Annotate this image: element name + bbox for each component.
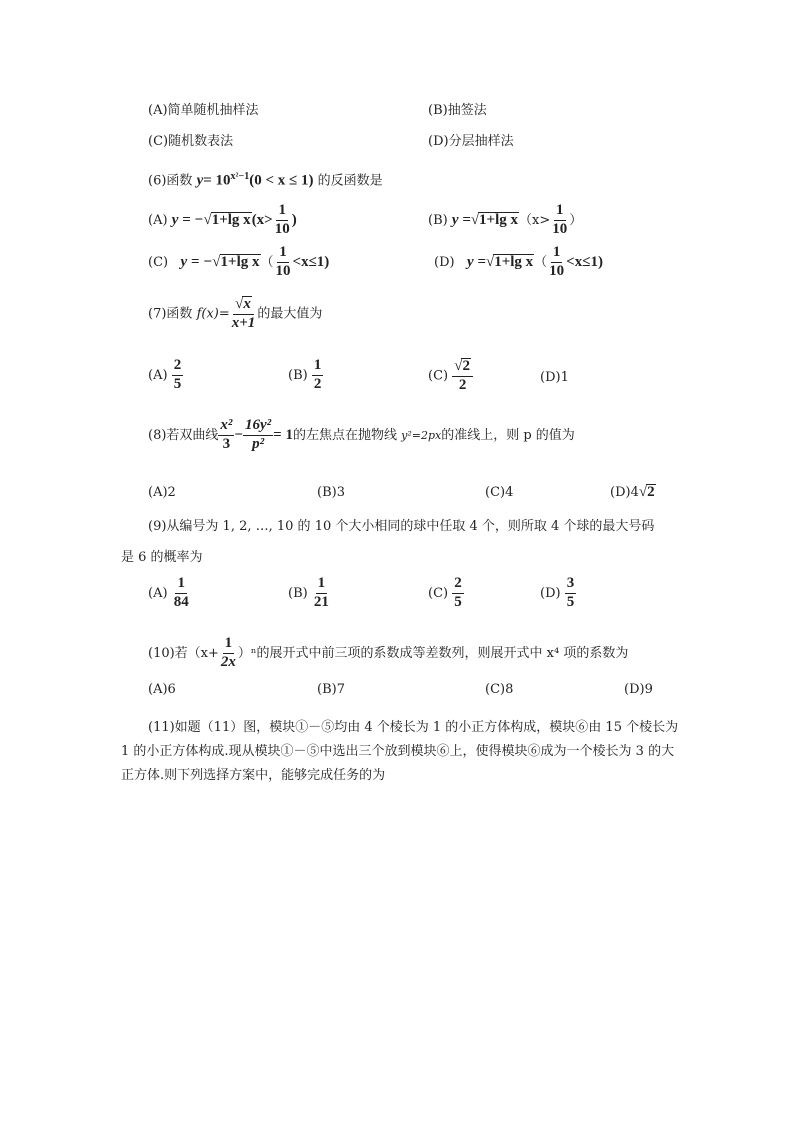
q10-prefix: (10)若（x+ — [148, 645, 219, 661]
q9-line-2: 是 6 的概率为 — [121, 550, 203, 565]
q8-eq: = 1 — [273, 426, 293, 443]
sqrt-radical-icon: √ — [485, 253, 495, 270]
sqrt-radical-icon: √ — [638, 484, 648, 500]
q10-option-c: (C)8 — [485, 682, 514, 697]
q6-exponent: x²−1 — [230, 171, 250, 182]
q9-option-c-fraction — [452, 576, 464, 611]
q6-option-b-label: (B) — [428, 212, 448, 228]
q10-stem — [148, 636, 628, 671]
q5-option-b: (B)抽签法 — [428, 103, 487, 118]
q9-option-d-fraction — [565, 576, 577, 611]
q7-option-a — [148, 358, 183, 393]
q7-option-b-fraction — [312, 358, 324, 393]
q5-option-c: (C)随机数表法 — [148, 134, 234, 149]
q7-stem — [148, 296, 322, 332]
q6-option-c-expr: y = − — [180, 253, 213, 270]
q5-option-a: (A)简单随机抽样法 — [148, 103, 259, 118]
q10-fraction — [219, 636, 238, 671]
q9-line-1: (9)从编号为 1, 2, …, 10 的 10 个大小相同的球中任取 4 个，则所取 4 个球的最大号码 — [148, 519, 655, 534]
q7-option-b-den: 2 — [313, 375, 322, 392]
q9-option-b-den: 21 — [313, 593, 329, 610]
q6-option-c-den: 10 — [275, 262, 291, 279]
q9-option-d-den: 5 — [566, 593, 575, 610]
q6-option-d-num: 1 — [551, 245, 563, 263]
q6-option-a-num: 1 — [276, 203, 288, 221]
q8-option-b: (B)3 — [317, 485, 345, 500]
q8-option-a: (A)2 — [148, 485, 176, 500]
q9-option-b-num: 1 — [316, 576, 328, 594]
q6-option-a-expr: y = − — [171, 211, 204, 228]
q7-prefix: (7)函数 — [148, 306, 193, 322]
q7-option-c-label: (C) — [428, 368, 449, 384]
q6-prefix: (6)函数 — [148, 173, 193, 189]
q6-option-d-label: (D) — [434, 254, 455, 270]
q6-option-a-radicand: 1+lg x — [211, 211, 251, 228]
q7-num: x — [243, 296, 251, 312]
q8-option-c: (C)4 — [485, 485, 514, 500]
q9-option-c — [428, 576, 464, 611]
q8-frac2-num: 16y² — [243, 418, 273, 436]
q7-option-a-den: 5 — [173, 375, 182, 392]
q6-option-c-num: 1 — [277, 245, 289, 263]
q10-option-b: (B)7 — [317, 682, 345, 697]
q6-func-eq: = 10 — [203, 172, 231, 189]
q8-suffix: 的准线上，则 p 的值为 — [441, 427, 575, 443]
q6-func-y: y — [196, 172, 204, 189]
q9-option-b — [288, 576, 331, 611]
q6-option-b — [428, 203, 582, 238]
q6-option-d-radicand: 1+lg x — [494, 253, 534, 270]
q7-option-c-num: 2 — [462, 358, 470, 374]
q6-option-d-cond: （ — [534, 254, 548, 270]
q8-fraction-1 — [218, 418, 234, 453]
q8-option-d — [610, 484, 656, 500]
q9-option-b-label: (B) — [288, 585, 308, 601]
q6-suffix: 的反函数是 — [317, 173, 383, 189]
q8-frac1-num: x² — [218, 418, 234, 436]
q5-option-d: (D)分层抽样法 — [428, 134, 514, 149]
q6-option-a-cond: (x> — [251, 211, 273, 228]
q9-option-a-label: (A) — [148, 585, 168, 601]
q7-option-a-label: (A) — [148, 367, 168, 383]
q10-den: 2x — [220, 653, 236, 670]
q6-option-a-label: (A) — [148, 212, 168, 228]
q10-suffix: 的展开式中前三项的系数成等差数列，则展开式中 x⁴ 项的系数为 — [256, 645, 629, 661]
q7-option-b-num: 1 — [312, 358, 324, 376]
sqrt-radical-icon: √ — [212, 253, 221, 270]
q6-option-a-den: 10 — [274, 220, 290, 237]
q6-option-c-tail: <x≤1) — [292, 253, 330, 270]
q6-option-b-expr: y = — [451, 211, 471, 228]
q9-option-c-num: 2 — [452, 576, 464, 594]
q6-option-c — [148, 245, 329, 280]
q10-option-d: (D)9 — [624, 682, 653, 697]
q7-option-b — [288, 358, 323, 393]
q6-option-a — [148, 203, 297, 238]
q6-option-d-expr: y = — [466, 253, 486, 270]
q6-option-d-tail: <x≤1) — [566, 253, 603, 270]
q11-paragraph: (11)如题（11）图，模块①－⑤均由 4 个棱长为 1 的小正方体构成，模块⑥由 15 个棱长为 1 的小正方体构成.现从模块①－⑤中选出三个放到模块⑥上，使得模块⑥成为一个棱长为 3 的大正方体.则下列选择方案中，能够完成任务的为 — [121, 720, 679, 783]
q6-stem — [148, 172, 383, 188]
q6-option-b-close: ） — [569, 212, 583, 228]
q8-option-d-radicand: 2 — [647, 484, 655, 500]
q7-den: x+1 — [231, 314, 256, 331]
q6-option-b-radicand: 1+lg x — [479, 211, 519, 228]
q10-option-a: (A)6 — [148, 682, 176, 697]
q9-option-a-fraction — [172, 576, 191, 611]
sqrt-radical-icon: √ — [235, 296, 244, 312]
q6-option-d — [434, 245, 603, 280]
q9-option-b-fraction — [312, 576, 331, 611]
q8-middle: 的左焦点在抛物线 — [292, 427, 397, 443]
q10-num: 1 — [223, 636, 235, 654]
q9-option-a-num: 1 — [175, 576, 187, 594]
q9-option-d-num: 3 — [565, 576, 577, 594]
q9-option-a-den: 84 — [173, 593, 189, 610]
q7-fx: f(x)= — [196, 306, 230, 322]
q8-prefix: (8)若双曲线 — [148, 427, 219, 443]
sqrt-radical-icon: √ — [454, 358, 463, 374]
q8-frac2-den: p² — [252, 435, 265, 452]
q6-option-a-close: ) — [291, 211, 297, 228]
q6-option-c-label: (C) — [148, 254, 169, 270]
q8-stem — [148, 418, 575, 453]
q8-parabola: y²=2px — [401, 428, 442, 442]
q9-option-c-label: (C) — [428, 585, 449, 601]
q8-minus: − — [234, 426, 243, 443]
q7-option-c-fraction — [452, 358, 473, 394]
q7-option-d: (D)1 — [540, 370, 569, 385]
sqrt-radical-icon: √ — [203, 211, 212, 228]
q8-frac1-den: 3 — [222, 435, 231, 452]
q7-fraction — [230, 296, 258, 332]
q6-option-c-cond: （ — [260, 254, 274, 270]
q6-option-d-fraction — [547, 245, 566, 280]
q10-power: ）ⁿ — [237, 645, 257, 661]
q6-option-b-num: 1 — [554, 203, 566, 221]
q6-option-d-den: 10 — [549, 262, 565, 279]
q6-option-b-den: 10 — [552, 220, 568, 237]
q7-suffix: 的最大值为 — [257, 306, 323, 322]
q7-option-a-num: 2 — [172, 358, 184, 376]
q8-fraction-2 — [243, 418, 273, 453]
q7-option-c — [428, 358, 473, 394]
q7-option-c-den: 2 — [458, 376, 467, 393]
q6-option-a-fraction — [273, 203, 292, 238]
q7-option-a-fraction — [172, 358, 184, 393]
q6-option-c-fraction — [274, 245, 293, 280]
q6-option-b-fraction — [550, 203, 569, 238]
q6-option-c-radicand: 1+lg x — [220, 253, 260, 270]
q6-domain: (0 < x ≤ 1) — [249, 172, 314, 189]
q9-option-a — [148, 576, 191, 611]
q9-option-d-label: (D) — [540, 585, 561, 601]
sqrt-radical-icon: √ — [470, 211, 480, 228]
q9-option-d — [540, 576, 576, 611]
q7-option-b-label: (B) — [288, 367, 308, 383]
q9-option-c-den: 5 — [454, 593, 462, 610]
q8-option-d-label: (D)4 — [610, 485, 639, 500]
q6-option-b-cond: （x> — [519, 212, 551, 228]
